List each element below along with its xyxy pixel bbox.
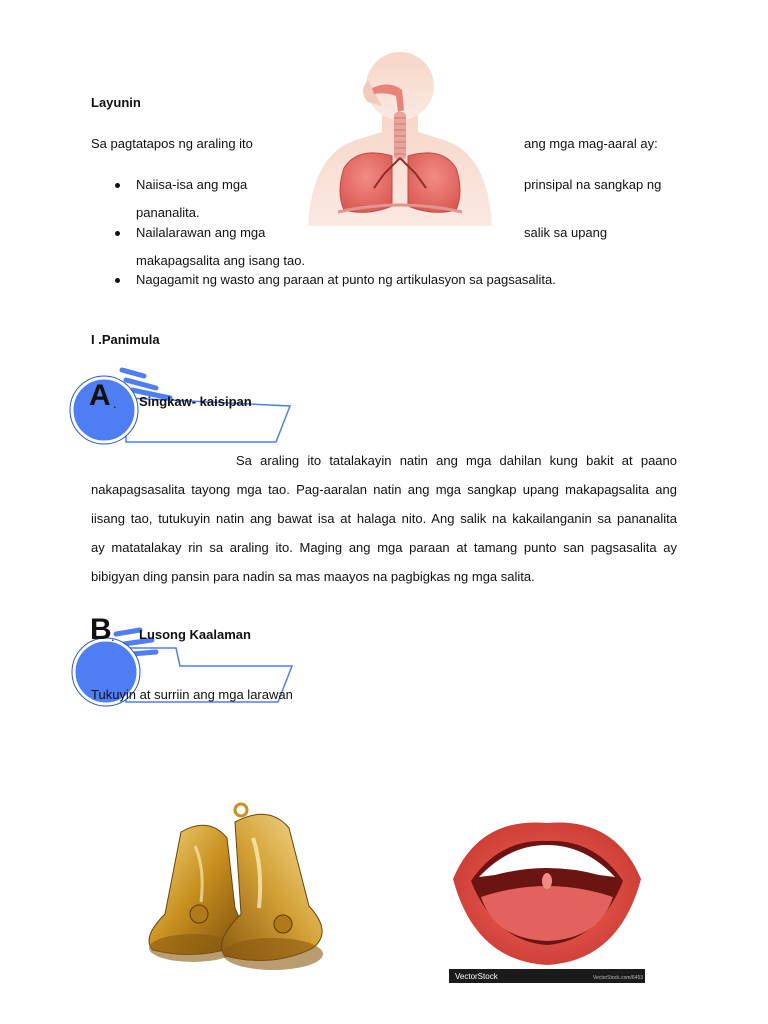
objectives-intro-left: Sa pagtatapos ng araling ito xyxy=(91,136,253,151)
paragraph-line: ay matatalakay rin sa araling ito. Maging ang mga paraan at tamang punto san pagsasalita ay xyxy=(91,540,677,555)
mouth-watermark: VectorStock xyxy=(455,972,498,981)
paragraph-line: iisang tao, tutukuyin natin ang bawat isa at halaga nito. Ang salik na kakailanganin sa pananalita xyxy=(91,511,677,526)
bullet-2-right: salik sa upang xyxy=(524,225,608,240)
paragraph-line: nakapagsasalita tayong mga tao. Pag-aaralan natin ang mga sangkap upang makapagsalita ang xyxy=(91,482,677,497)
objectives-heading: Layunin xyxy=(91,95,141,110)
part-a-paragraph xyxy=(91,446,677,591)
bullet-3-text: Nagagamit ng wasto ang paraan at punto ng artikulasyon sa pagsasalita. xyxy=(136,272,556,287)
part-b-letter: B xyxy=(90,613,112,646)
bullet-marker xyxy=(115,278,120,283)
part-b-instruction: Tukuyin at surriin ang mga larawan xyxy=(91,687,293,702)
bullet-1-left: Naiisa-isa ang mga xyxy=(136,177,248,192)
bells-image xyxy=(113,798,369,978)
mouth-watermark-small: VectorStock.com/6453 xyxy=(593,975,644,981)
bullet-1-right: prinsipal na sangkap ng xyxy=(524,177,662,192)
part-a-dot: . xyxy=(113,396,117,411)
bullet-2-left: Nailalarawan ang mga xyxy=(136,225,266,240)
section-introduction-heading: I .Panimula xyxy=(91,332,160,347)
bullet-marker xyxy=(115,231,120,236)
objectives-intro-right: ang mga mag-aaral ay: xyxy=(524,136,658,151)
respiratory-system-image xyxy=(298,50,502,226)
bullet-2-continuation: makapagsalita ang isang tao. xyxy=(136,253,306,268)
paragraph-line: Sa araling ito tatalakayin natin ang mga dahilan kung bakit at paano xyxy=(236,453,677,468)
mouth-image xyxy=(449,805,645,983)
part-a-letter: A xyxy=(89,379,111,412)
part-a-title: Singkaw- kaisipan xyxy=(139,394,252,409)
part-b-title: Lusong Kaalaman xyxy=(139,627,251,642)
bullet-marker xyxy=(115,183,120,188)
part-b-dot: . xyxy=(111,629,115,644)
bullet-1-continuation: pananalita. xyxy=(136,205,200,220)
paragraph-line: bibigyan ding pansin para nadin sa mas maayos na pagbigkas ng mga salita. xyxy=(91,569,535,584)
